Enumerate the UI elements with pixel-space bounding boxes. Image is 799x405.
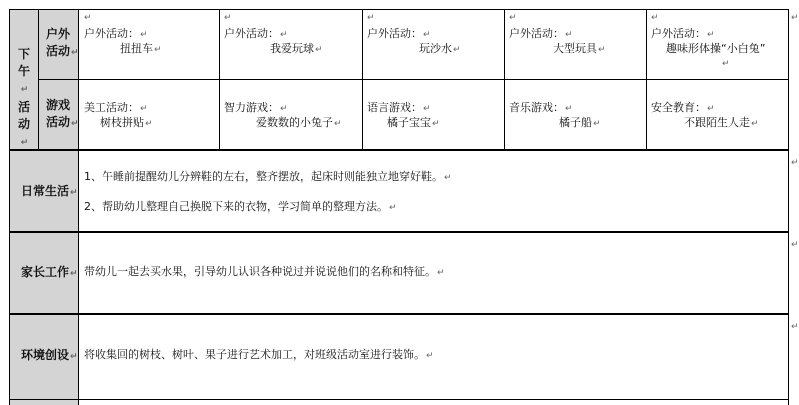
paragraph-mark: ↵ [791,158,799,168]
paragraph-mark: ↵ [791,322,799,332]
outdoor-activity-label: 户外 活动↵ [46,27,79,58]
table-col-divider [38,9,39,150]
table-col-divider [646,9,647,150]
daily-life-line: 1、午睡前提醒幼儿分辨鞋的左右，整齐摆放，起床时则能独立地穿好鞋。 [84,170,443,183]
outdoor-activity-cell: 户外活动：↵ 大型玩具↵ [509,27,606,55]
table-row-divider [9,313,789,315]
game-activity-cell: 音乐游戏：↵ 橘子船↵ [509,101,601,129]
game-activity-label: 游戏 活动↵ [46,98,79,129]
bottom-label-cell [10,400,78,405]
parent-work-label: 家长工作↵ [21,265,78,279]
game-activity-cell: 美工活动：↵ 树枝拼贴↵ [84,101,153,129]
table-col-divider [362,9,363,150]
table-row-divider [9,231,789,233]
table-row-divider [9,149,789,151]
game-activity-cell: 智力游戏：↵ 爱数数的小兔子↵ [224,101,342,129]
parent-work-content: 带幼儿一起去买水果，引导幼儿认识各种说过并说说他们的名称和特征。↵ [84,265,445,278]
afternoon-activity-label: 下 午↵ 活 动↵ [17,47,30,148]
environment-label: 环境创设↵ [21,348,78,362]
paragraph-mark: ↵ [791,13,799,23]
table-border-right [788,9,789,405]
paragraph-mark: ↵ [791,240,799,250]
outdoor-activity-cell: 户外活动：↵ 趣味形体操“小白兔” ↵ [651,27,766,69]
paragraph-mark: ↵ [651,13,659,23]
outdoor-activity-cell: 户外活动：↵ 扭扭车↵ [84,27,162,55]
table-row-divider [38,79,789,80]
table-border-top [9,9,789,10]
paragraph-mark: ↵ [367,13,375,23]
outdoor-activity-cell: 户外活动：↵ 我爱玩球↵ [224,27,323,55]
daily-life-line: 2、帮助幼儿整理自己换脱下来的衣物，学习简单的整理方法。 [84,200,388,213]
daily-life-label: 日常生活↵ [21,184,78,198]
paragraph-mark: ↵ [224,13,232,23]
environment-content: 将收集回的树枝、树叶、果子进行艺术加工，对班级活动室进行装饰。↵ [84,348,434,361]
outdoor-activity-cell: 户外活动：↵ 玩沙水↵ [367,27,461,55]
daily-life-content: 1、午睡前提醒幼儿分辨鞋的左右，整齐摆放，起床时则能独立地穿好鞋。↵ 2、帮助幼儿整理自己换脱下来的衣物，学习简单的整理方法。↵ [84,170,452,213]
paragraph-mark: ↵ [509,13,517,23]
table-col-divider [219,9,220,150]
game-activity-cell: 安全教育：↵ 不跟陌生人走↵ [651,101,759,129]
table-row-divider [9,399,789,400]
table-border-left [9,9,10,405]
game-activity-cell: 语言游戏：↵ 橘子宝宝↵ [367,101,440,129]
paragraph-mark: ↵ [84,13,92,23]
table-col-divider [78,9,79,405]
table-col-divider [504,9,505,150]
